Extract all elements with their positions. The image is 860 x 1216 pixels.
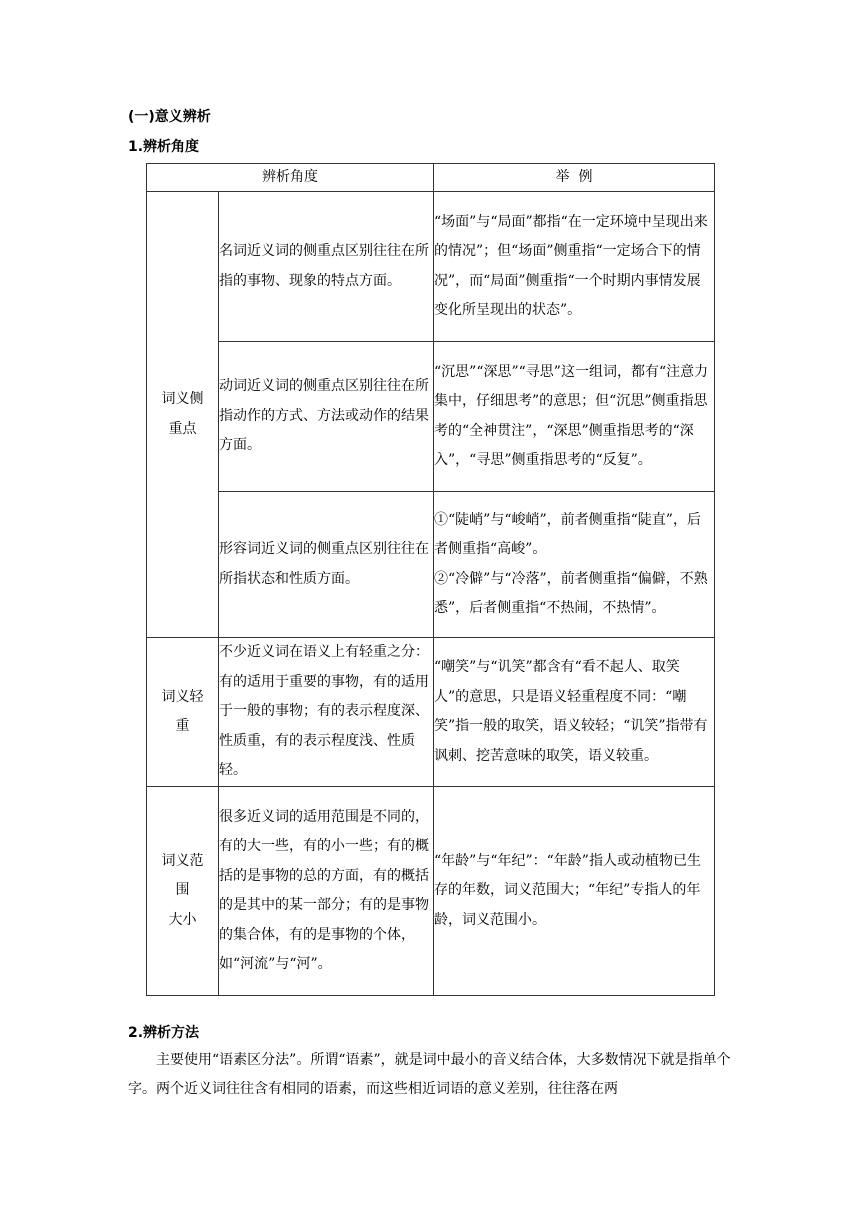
table-row: [147, 342, 715, 492]
category-cell: 词义轻重: [147, 638, 219, 787]
analysis-table: [146, 163, 715, 996]
table-row: [147, 787, 715, 996]
section-title: (一)意义辨析: [128, 109, 211, 125]
example-cell: “年龄”与“年纪”：“年龄”指人或动植物已生存的年数，词义范围大；“年纪”专指人的年龄，词义范围小。: [434, 787, 715, 996]
header-example: 举 例: [434, 164, 715, 192]
category-cell: 词义范 围 大小: [147, 787, 219, 996]
table-row: [147, 492, 715, 638]
example-line: ①“陡峭”与“峻峭”，前者侧重指“陡直”，后者侧重指“高峻”。: [434, 511, 701, 557]
example-cell: “场面”与“局面”都指“在一定环境中呈现出来的情况”；但“场面”侧重指“一定场合下的情况”，而“局面”侧重指“一个时期内事情发展变化所呈现出的状态”。: [434, 192, 715, 342]
method-paragraph: 主要使用“语素区分法”。所谓“语素”，就是词中最小的音义结合体，大多数情况下就是指单个字。两个近义词往往含有相同的语素，而这些相近词语的意义差别，往往落在两: [128, 1052, 731, 1097]
description-cell: 名词近义词的侧重点区别往往在所指的事物、现象的特点方面。: [219, 192, 434, 342]
category-cell: 词义侧重点: [147, 192, 219, 638]
table-row: [147, 638, 715, 787]
description-cell: 形容词近义词的侧重点区别往往在所指状态和性质方面。: [219, 492, 434, 638]
table-header-row: [147, 164, 715, 192]
example-line: ②“冷僻”与“冷落”，前者侧重指“偏僻，不熟悉”，后者侧重指“不热闹，不热情”。: [434, 570, 708, 616]
subsection-title-angle: 1.辨析角度: [128, 139, 200, 155]
description-cell: 不少近义词在语义上有轻重之分：有的适用于重要的事物，有的适用于一般的事物；有的表示程度深、性质重，有的表示程度浅、性质轻。: [219, 638, 434, 787]
description-cell: 动词近义词的侧重点区别往往在所指动作的方式、方法或动作的结果方面。: [219, 342, 434, 492]
example-cell: “沉思”“深思”“寻思”这一组词，都有“注意力集中，仔细思考”的意思；但“沉思”侧重指思考的“全神贯注”，“深思”侧重指思考的“深入”，“寻思”侧重指思考的“反复”。: [434, 342, 715, 492]
description-cell: 很多近义词的适用范围是不同的，有的大一些，有的小一些；有的概括的是事物的总的方面，有的概括的是其中的某一部分；有的是事物的集合体，有的是事物的个体，如“河流”与“河”。: [219, 787, 434, 996]
example-cell: “嘲笑”与“讥笑”都含有“看不起人、取笑人”的意思，只是语义轻重程度不同：“嘲笑”指一般的取笑，语义较轻；“讥笑”指带有讽刺、挖苦意味的取笑，语义较重。: [434, 638, 715, 787]
example-cell: [434, 492, 715, 638]
subsection-title-method: 2.辨析方法: [128, 1025, 200, 1041]
header-angle: 辨析角度: [147, 164, 434, 192]
table-row: [147, 192, 715, 342]
